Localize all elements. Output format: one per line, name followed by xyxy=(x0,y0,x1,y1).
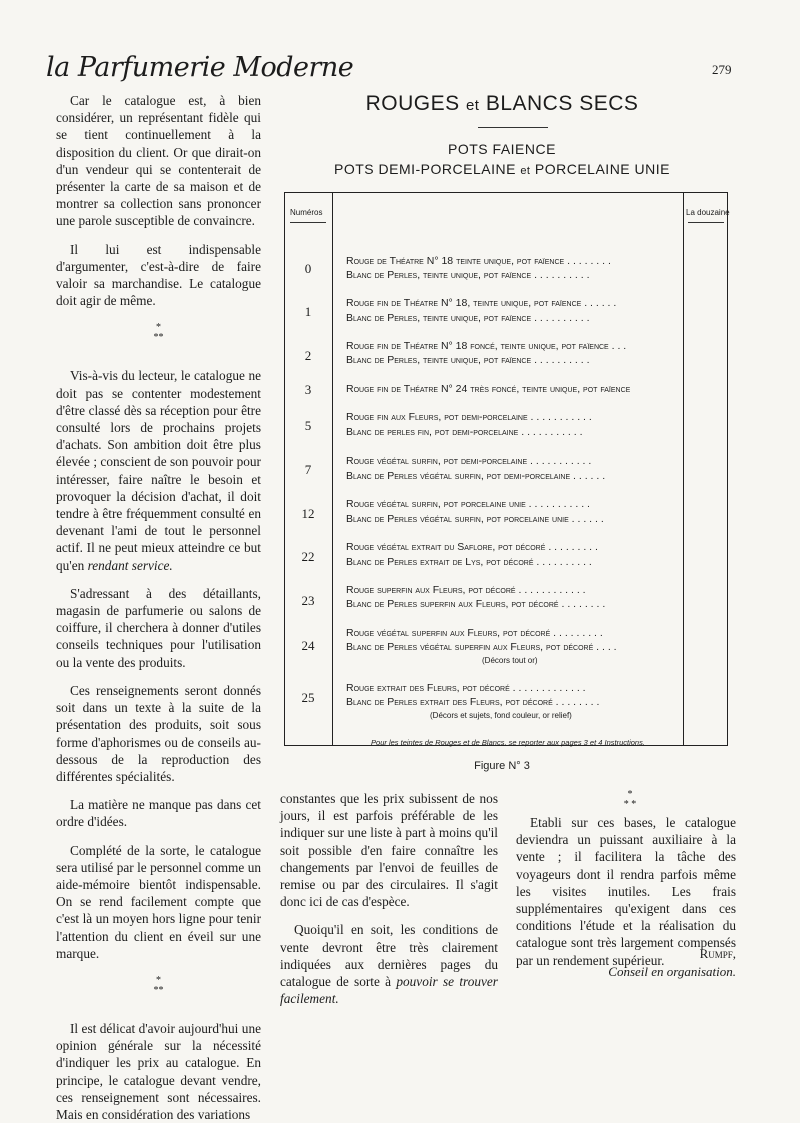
paragraph: Ces renseignements seront donnés soit dans un texte à la suite de la présentation des produits, soit sous forme d'aphorismes ou de conseils au-dessous de la reproduction des différentes spécialités. xyxy=(56,682,261,784)
table-row-item: Blanc de Perles, teinte unique, pot faïence . . . . . . . . . . xyxy=(346,312,590,324)
paragraph: S'adressant à des détaillants, magasin de parfumerie ou salons de coiffure, il cherchera à donner d'utiles conseils techniques pour l'utilisation ou la vente des produits. xyxy=(56,585,261,670)
table-row-item: Blanc de perles fin, pot demi-porcelaine . . . . . . . . . . . xyxy=(346,426,583,438)
column-header-numeros: Numéros xyxy=(290,208,323,217)
table-row-item: Blanc de Perles végétal surfin, pot demi-porcelaine . . . . . . xyxy=(346,470,606,482)
separator-stars: * ** xyxy=(153,322,164,344)
middle-column xyxy=(280,790,498,1007)
table-row-number: 1 xyxy=(304,304,312,319)
table-row-number: 0 xyxy=(304,261,312,276)
author-title: Conseil en organisation. xyxy=(608,964,736,979)
table-row-item: Rouge végétal surfin, pot demi-porcelaine . . . . . . . . . . . xyxy=(346,455,592,467)
figure-caption: Figure N° 3 xyxy=(474,760,530,772)
section-subtitle: POTS DEMI-PORCELAINE et PORCELAINE UNIE xyxy=(334,161,670,177)
paragraph: La matière ne manque pas dans cet ordre d'idées. xyxy=(56,797,261,830)
table-row-item: Blanc de Perles végétal superfin aux Fleurs, pot décoré . . . . xyxy=(346,641,617,653)
column-header-douzaine: La douzaine xyxy=(686,208,730,217)
paragraph: Il lui est indispensable d'argumenter, c'est-à-dire de faire valoir sa marchandise. Le catalogue doit agir de même. xyxy=(56,241,261,309)
table-row-number: 12 xyxy=(301,506,315,521)
table-row-item: Blanc de Perles superfin aux Fleurs, pot décoré . . . . . . . . xyxy=(346,598,606,610)
paragraph: Vis-à-vis du lecteur, le catalogue ne doit pas se contenter modestement d'être classé dès sa réception pour être consulté lors de prochains projets d'achats. Son ambition doit être plus élevée ; conscient de son pouvoir pour intéresser, faire naître le besoin et provoquer la décision d'achat, il doit tendre à être fréquemment consulté en devenant l'ami de tout le personnel actif. Il ne peut mieux atteindre ce but qu'en rendant service. xyxy=(56,368,261,573)
table-row-number: 5 xyxy=(304,418,312,433)
table-row-item: Blanc de Perles, teinte unique, pot faïence . . . . . . . . . . xyxy=(346,354,590,366)
table-row-number: 2 xyxy=(304,348,312,363)
page-number: 279 xyxy=(712,62,732,77)
table-row-item: Rouge végétal extrait du Saflore, pot décoré . . . . . . . . . xyxy=(346,541,598,553)
magazine-logo: la Parfumerie Moderne xyxy=(46,52,354,83)
table-row-number: 23 xyxy=(301,593,315,608)
table-row-number: 3 xyxy=(304,382,312,397)
table-row-item: Blanc de Perles extrait des Fleurs, pot décoré . . . . . . . . xyxy=(346,696,600,708)
paragraph: Quoiqu'il en soit, les conditions de vente devront être très clairement indiquées aux dernières pages du catalogue de sorte à pouvoir se trouver facilement. xyxy=(280,922,498,1007)
table-row-number: 7 xyxy=(304,462,312,477)
table-row-item: Rouge fin aux Fleurs, pot demi-porcelaine . . . . . . . . . . . xyxy=(346,411,592,423)
table-row-number: 25 xyxy=(301,690,315,705)
table-footnote: Pour les teintes de Rouges et de Blancs, se reporter aux pages 3 et 4 Instructions. xyxy=(371,738,645,747)
table-row-note: (Décors et sujets, fond couleur, or relief) xyxy=(430,711,572,720)
separator-stars: * * * xyxy=(623,789,637,810)
table-row-note: (Décors tout or) xyxy=(482,656,538,665)
table-row-item: Rouge extrait des Fleurs, pot décoré . . . . . . . . . . . . . xyxy=(346,682,586,694)
separator-stars: * ** xyxy=(153,974,164,996)
table-row-item: Rouge de Théatre N° 18 teinte unique, pot faïence . . . . . . . . xyxy=(346,255,611,267)
section-subtitle: POTS FAIENCE xyxy=(448,141,556,157)
paragraph: Complété de la sorte, le catalogue sera utilisé par le personnel comme un aide-mémoire bientôt indispensable. On se rend facilement compte que c'est là un moyen hors ligne pour tenir l'attention du client en éveil sur une marque. xyxy=(56,842,261,961)
paragraph: Etabli sur ces bases, le catalogue deviendra un puissant auxiliaire à la vente ; il facilitera la tâche des voyageurs dont il rendra parfois même les visites inutiles. Les frais supplémentaires qu'exigent dans ces conditions l'étude et la réalisation du catalogue sont très largement compensés par un rendement supérieur. xyxy=(516,815,736,968)
table-row-item: Rouge végétal superfin aux Fleurs, pot décoré . . . . . . . . . xyxy=(346,627,603,639)
table-row-item: Rouge fin de Théatre N° 18, teinte unique, pot faïence . . . . . . xyxy=(346,297,617,309)
section-title: ROUGES et BLANCS SECS xyxy=(365,92,639,115)
title-rule xyxy=(478,127,548,128)
table-row-item: Rouge superfin aux Fleurs, pot décoré . . . . . . . . . . . . xyxy=(346,584,586,596)
table-row-item: Rouge fin de Théatre N° 24 très foncé, teinte unique, pot faïence xyxy=(346,383,631,395)
table-row-item: Blanc de Perles végétal surfin, pot porcelaine unie . . . . . . xyxy=(346,513,604,525)
paragraph: Car le catalogue est, à bien considérer, un représentant fidèle qui se tient continuellement à la disposition du client. Or que dirait-on d'un vendeur qui se contenterait de présenter la carte de sa maison et de montrer sa collection sans prononcer une parole susceptible de convaincre. xyxy=(56,93,261,229)
table-divider xyxy=(683,192,684,746)
table-row-item: Blanc de Perles, teinte unique, pot faïence . . . . . . . . . . xyxy=(346,269,590,281)
table-divider xyxy=(332,192,333,746)
paragraph: constantes que les prix subissent de nos jours, il est parfois préférable de les indiquer sur une liste à part à moins qu'il soit possible d'en faire connaître les changements par l'envoi de feuilles de remise ou par des circulaires. Il s'agit donc ici de cas d'espèce. xyxy=(280,791,498,910)
author-signature: Rumpf, xyxy=(699,946,736,961)
header-rule xyxy=(688,222,724,223)
paragraph: Il est délicat d'avoir aujourd'hui une opinion générale sur la nécessité d'indiquer les prix au catalogue. En principe, le catalogue devant vendre, ces renseignement sont nécessaires. Mais en considération des variations xyxy=(56,1020,261,1122)
header-rule xyxy=(290,222,326,223)
table-row-item: Rouge fin de Théatre N° 18 foncé, teinte unique, pot faïence . . . xyxy=(346,340,627,352)
emphasis: pouvoir se trouver facilement. xyxy=(280,974,498,1007)
table-row-item: Blanc de Perles extrait de Lys, pot décoré . . . . . . . . . . xyxy=(346,556,592,568)
emphasis: rendant service. xyxy=(87,557,173,573)
left-column xyxy=(56,92,261,1123)
table-row-number: 22 xyxy=(301,549,315,564)
table-row-number: 24 xyxy=(301,638,315,653)
table-row-item: Rouge végétal surfin, pot porcelaine unie . . . . . . . . . . . xyxy=(346,498,590,510)
